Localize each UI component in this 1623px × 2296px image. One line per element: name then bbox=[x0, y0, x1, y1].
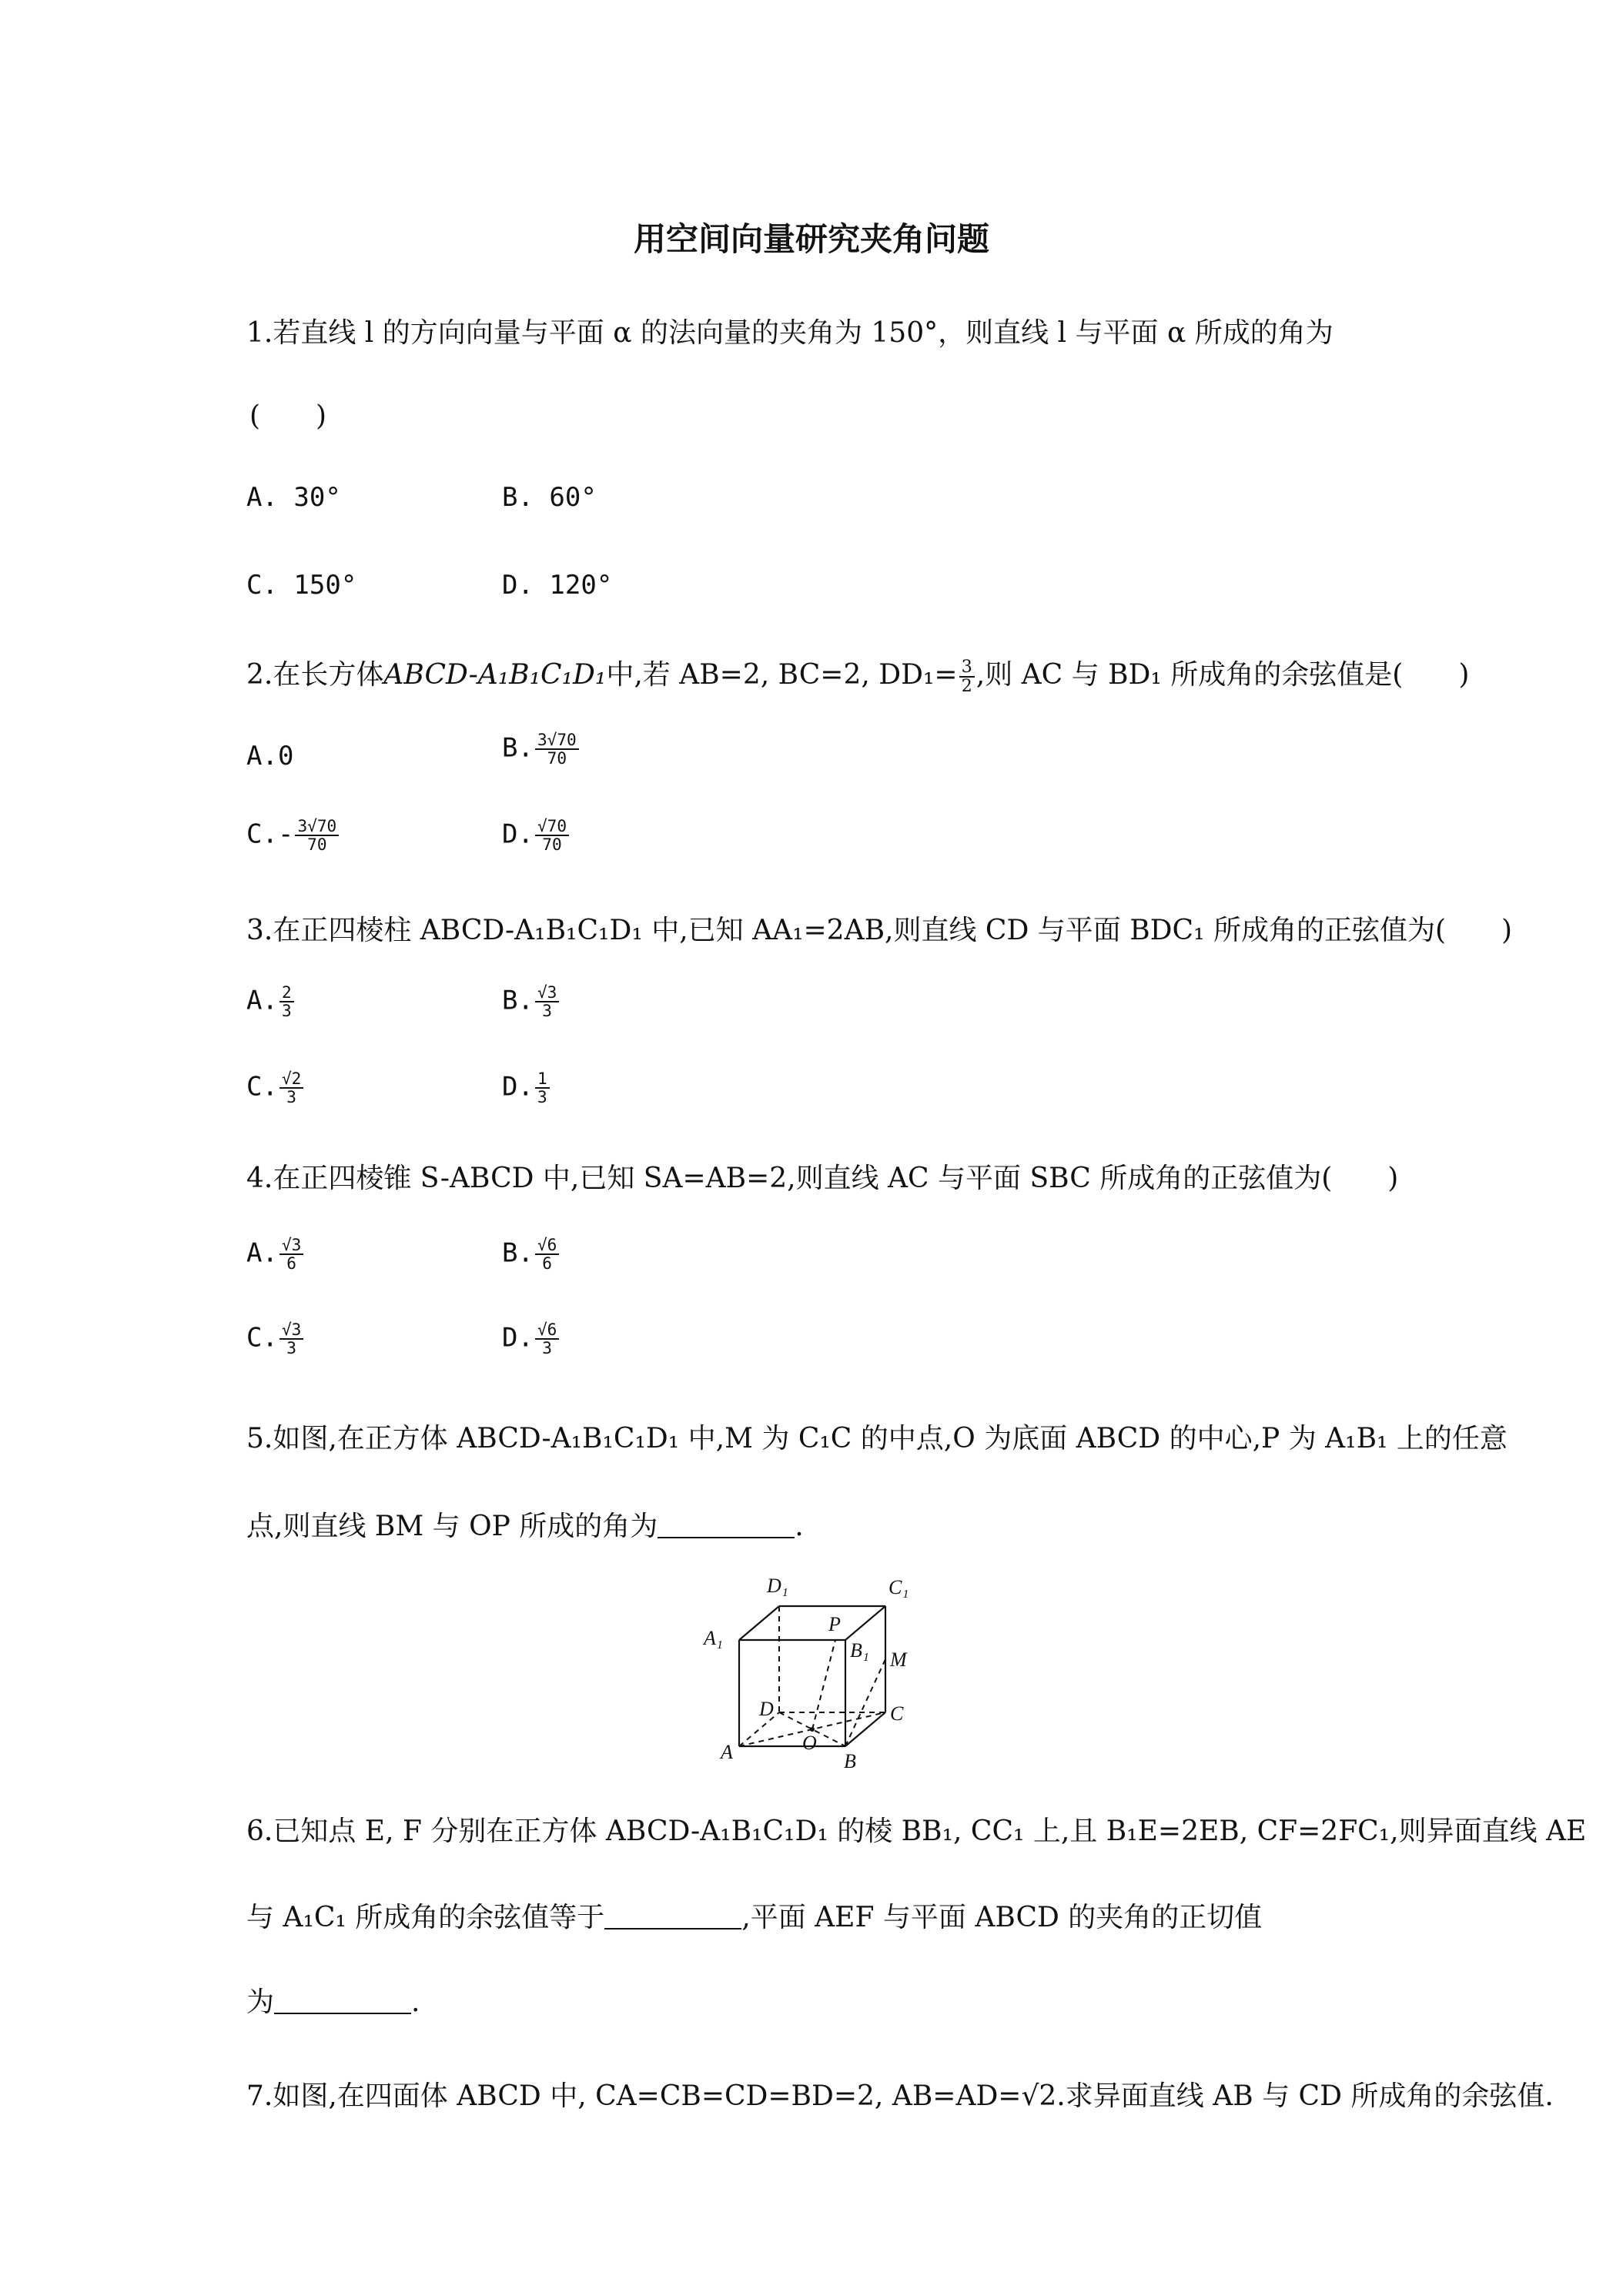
q2-post: ,则 AC 与 BD₁ 所成角的余弦值是( ) bbox=[975, 659, 1470, 691]
q2-option-b-num: 3√70 bbox=[535, 731, 579, 750]
q3-option-a-frac bbox=[279, 984, 294, 1019]
q4-option-a-frac bbox=[279, 1237, 303, 1272]
q2-option-b-den: 70 bbox=[547, 748, 567, 768]
q6-answer-blank-2[interactable] bbox=[274, 1985, 411, 2014]
q6-number: 6. bbox=[246, 1816, 273, 1847]
q2-option-d bbox=[502, 818, 571, 853]
q3-option-c-den: 3 bbox=[286, 1087, 296, 1107]
q1-option-d: D. 120° bbox=[502, 570, 613, 601]
q6-line3-pre: 为 bbox=[246, 1986, 275, 2018]
q7-stem bbox=[246, 2074, 1554, 2114]
q4-option-d-label: D. bbox=[502, 1322, 534, 1354]
q4-option-c-label: C. bbox=[246, 1322, 278, 1354]
q2-option-c-sign: - bbox=[277, 818, 294, 850]
q3-option-c bbox=[246, 1070, 305, 1106]
q7-text: 如图,在四面体 ABCD 中, CA=CB=CD=BD=2, AB=AD=√2.求异面直线 AB 与 CD 所成角的余弦值. bbox=[273, 2080, 1554, 2112]
q4-option-d bbox=[502, 1321, 561, 1357]
label-c: C bbox=[890, 1702, 904, 1725]
q6-stem-line2 bbox=[246, 1896, 1262, 1935]
q4-option-b bbox=[502, 1237, 561, 1272]
q1-option-c: C. 150° bbox=[246, 570, 357, 601]
q5-line2-post: . bbox=[795, 1511, 804, 1542]
segment-bm-hidden bbox=[845, 1659, 885, 1746]
q3-text: 在正四棱柱 ABCD-A₁B₁C₁D₁ 中,已知 AA₁=2AB,则直线 CD 与平面 BDC₁ 所成角的正弦值为( ) bbox=[273, 915, 1513, 946]
q3-option-c-num: √2 bbox=[279, 1070, 303, 1089]
q2-option-c-num: 3√70 bbox=[295, 818, 339, 836]
q4-option-a-num: √3 bbox=[279, 1237, 303, 1255]
q5-stem-line1 bbox=[246, 1417, 1508, 1456]
q6-line1: 已知点 E, F 分别在正方体 ABCD-A₁B₁C₁D₁ 的棱 BB₁, CC₁ 上,且 B₁E=2EB, CF=2FC₁,则异面直线 AE bbox=[273, 1816, 1587, 1847]
q2-frac-den: 2 bbox=[961, 676, 972, 696]
q1-option-a: A. 30° bbox=[246, 482, 341, 513]
q2-option-d-den: 70 bbox=[542, 835, 562, 855]
q2-option-a-value: 0 bbox=[277, 741, 294, 771]
cube-figure bbox=[693, 1561, 955, 1777]
label-a1: A₁ bbox=[704, 1627, 723, 1649]
q2-fraction bbox=[959, 658, 975, 696]
q1-paren: ( ) bbox=[249, 400, 327, 432]
q2-number: 2. bbox=[246, 659, 273, 691]
q2-option-c-frac bbox=[295, 818, 339, 853]
q3-option-b-num: √3 bbox=[535, 984, 559, 1002]
q4-option-c bbox=[246, 1321, 305, 1357]
q6-answer-blank-1[interactable] bbox=[604, 1900, 741, 1930]
q2-mid: 中,若 AB=2, BC=2, DD₁= bbox=[606, 659, 958, 691]
q3-option-d-num: 1 bbox=[535, 1070, 550, 1089]
q4-option-b-label: B. bbox=[502, 1237, 534, 1269]
label-a: A bbox=[721, 1741, 733, 1763]
q3-option-d-frac bbox=[535, 1070, 550, 1106]
q4-number: 4. bbox=[246, 1163, 273, 1194]
q3-option-a-label: A. bbox=[246, 985, 278, 1016]
q2-option-b-frac bbox=[535, 731, 579, 767]
q2-option-a-label: A. bbox=[246, 741, 278, 771]
label-b1: B₁ bbox=[850, 1639, 869, 1662]
segment-op-hidden bbox=[812, 1640, 835, 1729]
q3-number: 3. bbox=[246, 915, 273, 946]
q1-text: 若直线 l 的方向向量与平面 α 的法向量的夹角为 150°，则直线 l 与平面 α 所成的角为 bbox=[273, 317, 1334, 349]
q3-option-d-den: 3 bbox=[537, 1087, 547, 1107]
q3-option-a-den: 3 bbox=[281, 1001, 292, 1021]
q3-option-a-num: 2 bbox=[279, 984, 294, 1002]
q2-option-d-num: √70 bbox=[535, 818, 569, 836]
q4-option-c-den: 3 bbox=[286, 1338, 296, 1358]
q4-option-d-num: √6 bbox=[535, 1321, 559, 1340]
q3-option-c-frac bbox=[279, 1070, 303, 1106]
q2-option-b bbox=[502, 731, 581, 767]
edge-a1d1 bbox=[739, 1606, 779, 1640]
q5-answer-blank[interactable] bbox=[658, 1509, 795, 1538]
q6-line2-pre: 与 A₁C₁ 所成角的余弦值等于 bbox=[246, 1902, 605, 1933]
q2-option-c-label: C. bbox=[246, 818, 278, 850]
q4-option-b-frac bbox=[535, 1237, 559, 1272]
label-c1: C₁ bbox=[888, 1576, 909, 1598]
q2-solid: ABCD-A₁B₁C₁D₁ bbox=[383, 659, 607, 691]
label-o: O bbox=[802, 1732, 817, 1754]
label-d1: D₁ bbox=[767, 1575, 788, 1597]
q1-stem bbox=[246, 311, 1334, 350]
q5-stem-line2 bbox=[246, 1504, 804, 1544]
q6-stem-line1 bbox=[246, 1809, 1586, 1849]
q3-stem bbox=[246, 909, 1512, 948]
q4-option-a-den: 6 bbox=[286, 1253, 296, 1274]
q3-option-c-label: C. bbox=[246, 1071, 278, 1103]
q4-stem bbox=[246, 1156, 1398, 1196]
q4-option-a bbox=[246, 1237, 305, 1272]
page-title: 用空间向量研究夹角问题 bbox=[633, 220, 989, 258]
q2-option-c-den: 70 bbox=[307, 835, 327, 855]
q2-option-a bbox=[246, 741, 293, 771]
q5-line2-pre: 点,则直线 BM 与 OP 所成的角为 bbox=[246, 1511, 658, 1542]
q3-option-a bbox=[246, 984, 296, 1019]
q3-option-d-label: D. bbox=[502, 1071, 534, 1103]
q5-number: 5. bbox=[246, 1423, 273, 1454]
edge-bc bbox=[845, 1712, 885, 1746]
q6-line2-post: ,平面 AEF 与平面 ABCD 的夹角的正切值 bbox=[741, 1902, 1263, 1933]
label-m: M bbox=[890, 1648, 907, 1671]
q2-option-d-label: D. bbox=[502, 818, 534, 850]
q1-option-b: B. 60° bbox=[502, 482, 597, 513]
q2-option-d-frac bbox=[535, 818, 569, 853]
q3-option-d bbox=[502, 1070, 551, 1106]
q4-option-b-num: √6 bbox=[535, 1237, 559, 1255]
q2-pre: 在长方体 bbox=[273, 659, 384, 691]
q2-option-b-label: B. bbox=[502, 732, 534, 764]
q2-stem bbox=[246, 653, 1469, 695]
q4-option-d-den: 3 bbox=[542, 1338, 552, 1358]
q2-option-c bbox=[246, 818, 340, 853]
q3-option-b-frac bbox=[535, 984, 559, 1019]
q2-frac-num: 3 bbox=[959, 658, 975, 678]
q6-line3-post: . bbox=[411, 1986, 420, 2018]
edge-b1c1 bbox=[845, 1606, 885, 1640]
q3-option-b bbox=[502, 984, 561, 1019]
q3-option-b-label: B. bbox=[502, 985, 534, 1016]
q3-option-b-den: 3 bbox=[542, 1001, 552, 1021]
q4-option-c-frac bbox=[279, 1321, 303, 1357]
label-p: P bbox=[828, 1613, 841, 1635]
q6-stem-line3 bbox=[246, 1980, 420, 2020]
q4-option-a-label: A. bbox=[246, 1237, 278, 1269]
q4-option-d-frac bbox=[535, 1321, 559, 1357]
q4-option-b-den: 6 bbox=[542, 1253, 552, 1274]
q5-line1: 如图,在正方体 ABCD-A₁B₁C₁D₁ 中,M 为 C₁C 的中点,O 为底面 ABCD 的中心,P 为 A₁B₁ 上的任意 bbox=[273, 1423, 1508, 1454]
label-d: D bbox=[759, 1698, 774, 1720]
q4-text: 在正四棱锥 S-ABCD 中,已知 SA=AB=2,则直线 AC 与平面 SBC 所成角的正弦值为( ) bbox=[273, 1163, 1399, 1194]
label-b: B bbox=[844, 1750, 856, 1772]
q1-number: 1. bbox=[246, 317, 273, 349]
q7-number: 7. bbox=[246, 2080, 273, 2112]
q4-option-c-num: √3 bbox=[279, 1321, 303, 1340]
